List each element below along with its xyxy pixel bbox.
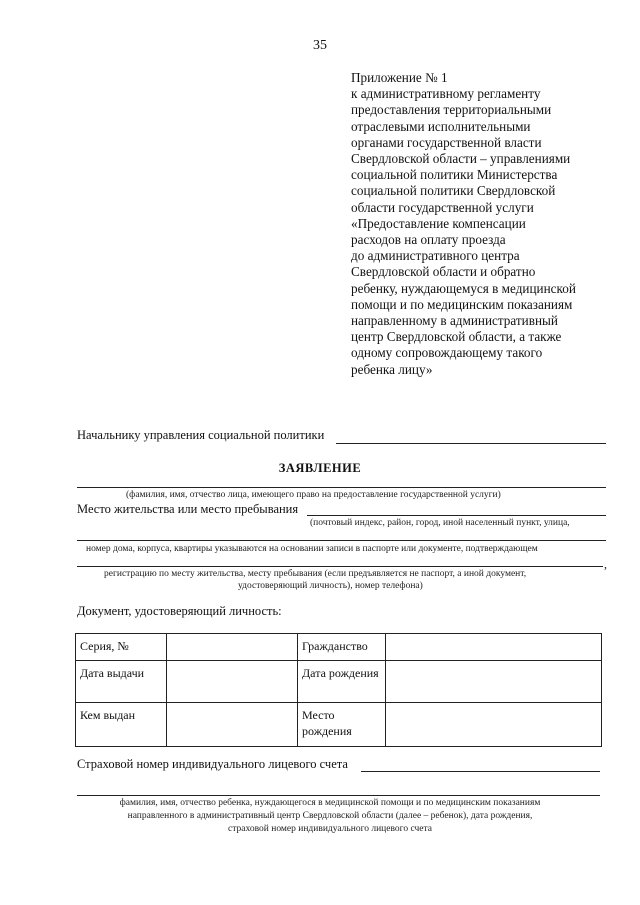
child-hint-line: страховой номер индивидуального лицевого счета xyxy=(228,824,432,834)
citizenship-label: Гражданство xyxy=(298,634,386,661)
snils-label: Страховой номер индивидуального лицевого счета xyxy=(77,757,348,771)
appendix-line: к административному регламенту xyxy=(351,86,541,102)
appendix-line: расходов на оплату проезда xyxy=(351,232,506,248)
issue-date-input[interactable] xyxy=(167,661,298,703)
child-info-field[interactable] xyxy=(77,795,600,796)
issued-by-input[interactable] xyxy=(167,703,298,747)
appendix-line: Свердловской области – управлениями xyxy=(351,151,571,167)
appendix-header xyxy=(351,70,621,378)
applicant-name-field[interactable] xyxy=(77,487,606,488)
appendix-line: направленному в административный xyxy=(351,313,558,329)
addressee-label: Начальнику управления социальной политики xyxy=(77,428,325,442)
birth-place-input[interactable] xyxy=(386,703,602,747)
issue-date-label: Дата выдачи xyxy=(76,661,167,703)
appendix-line: ребенка лицу» xyxy=(351,361,433,377)
page-number: 35 xyxy=(313,38,327,53)
applicant-hint: (фамилия, имя, отчество лица, имеющего право на предоставление государственной услуги) xyxy=(126,490,501,500)
birth-date-label: Дата рождения xyxy=(298,661,386,703)
residence-label: Место жительства или место пребывания xyxy=(77,502,299,516)
appendix-line: Приложение № 1 xyxy=(351,70,448,85)
residence-comma: , xyxy=(604,557,607,571)
issued-by-label: Кем выдан xyxy=(76,703,167,747)
table-row xyxy=(76,661,602,703)
appendix-line: «Предоставление компенсации xyxy=(351,215,526,231)
appendix-line: органами государственной власти xyxy=(351,134,542,150)
appendix-line: центр Свердловской области, а также xyxy=(351,329,562,345)
appendix-line: социальной политики Свердловской xyxy=(351,183,556,199)
birth-place-label: Место рождения xyxy=(298,703,386,747)
identity-label: Документ, удостоверяющий личность: xyxy=(77,604,282,618)
table-row xyxy=(76,703,602,747)
birth-date-input[interactable] xyxy=(386,661,602,703)
residence-hint-1: (почтовый индекс, район, город, иной населенный пункт, улица, xyxy=(310,518,570,528)
appendix-line: предоставления территориальными xyxy=(351,102,552,118)
snils-field[interactable] xyxy=(361,771,600,772)
appendix-line: до административного центра xyxy=(351,248,520,264)
appendix-line: помощи и по медицинским показаниям xyxy=(351,296,573,312)
appendix-line: ребенку, нуждающемуся в медицинской xyxy=(351,280,576,296)
addressee-field[interactable] xyxy=(336,443,606,444)
residence-field[interactable] xyxy=(307,515,606,516)
residence-hint-4: удостоверяющий личность), номер телефона) xyxy=(238,581,423,591)
identity-table xyxy=(75,633,602,747)
residence-hint-2: номер дома, корпуса, квартиры указываются на основании записи в паспорте или документе, подтверждающем xyxy=(86,544,538,554)
appendix-line: одному сопровождающему такого xyxy=(351,345,543,361)
appendix-line: социальной политики Министерства xyxy=(351,167,558,183)
residence-field-2[interactable] xyxy=(77,540,606,541)
appendix-line: области государственной услуги xyxy=(351,199,534,215)
document-title: ЗАЯВЛЕНИЕ xyxy=(278,461,362,475)
appendix-line: отраслевыми исполнительными xyxy=(351,118,531,134)
child-info-hint xyxy=(60,797,600,836)
table-row xyxy=(76,634,602,661)
child-hint-line: фамилия, имя, отчество ребенка, нуждающегося в медицинской помощи и по медицинским показаниям xyxy=(119,798,541,808)
appendix-line: Свердловской области и обратно xyxy=(351,264,536,280)
citizenship-input[interactable] xyxy=(386,634,602,661)
residence-field-3[interactable] xyxy=(77,566,603,567)
series-label: Серия, № xyxy=(76,634,167,661)
series-input[interactable] xyxy=(167,634,298,661)
residence-hint-3: регистрацию по месту жительства, месту пребывания (если предъявляется не паспорт, а иной документ, xyxy=(104,569,527,579)
child-hint-line: направленного в административный центр Свердловской области (далее – ребенок), дата рождения, xyxy=(127,811,533,821)
